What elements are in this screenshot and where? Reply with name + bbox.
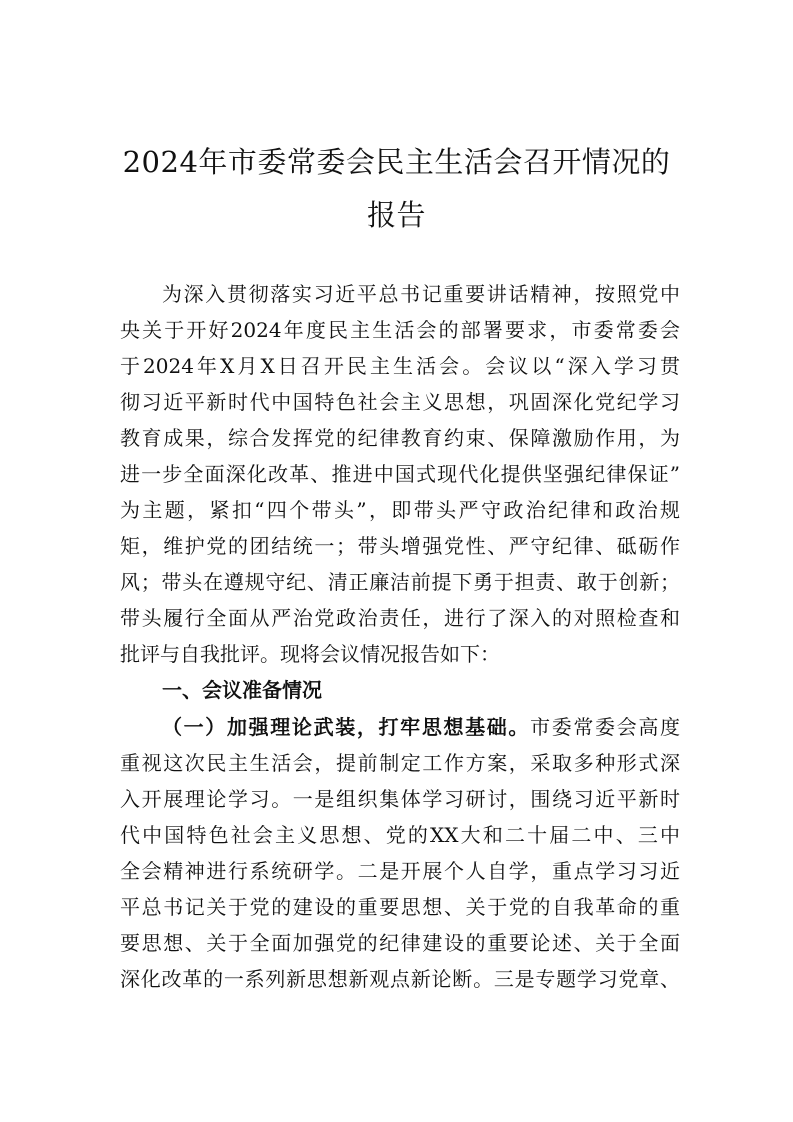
subsection-first-rest: 市委常委会高度 [530,715,681,739]
paragraph-line: 批评与自我批评。现将会议情况报告如下： [120,642,500,666]
paragraph-line: 为深入贯彻落实习近平总书记重要讲话精神，按照党中 [162,282,680,306]
paragraph-line: 入开展理论学习。一是组织集体学习研讨，围绕习近平新时 [120,787,680,811]
paragraph-line: 重视这次民主生活会，提前制定工作方案，采取多种形式深 [120,751,680,775]
paragraph-line: 进一步全面深化改革、推进中国式现代化提供坚强纪律保证” [120,462,680,486]
paragraph-line: 央关于开好2024年度民主生活会的部署要求，市委常委会 [120,318,680,342]
paragraph-line: 深化改革的一系列新思想新观点新论断。三是专题学习党章、 [120,967,680,991]
paragraph-line: 教育成果，综合发挥党的纪律教育约束、保障激励作用，为 [120,426,680,450]
paragraph-line: 矩，维护党的团结统一；带头增强党性、严守纪律、砥砺作 [120,534,680,558]
paragraph-line: 带头履行全面从严治党政治责任，进行了深入的对照检查和 [120,606,680,630]
paragraph-line: 风；带头在遵规守纪、清正廉洁前提下勇于担责、敢于创新； [120,570,680,594]
document-title-line-2: 报告 [366,198,426,232]
paragraph-line: 彻习近平新时代中国特色社会主义思想，巩固深化党纪学习 [120,390,680,414]
section-heading: 一、会议准备情况 [162,678,322,702]
subsection-first-line [162,715,680,739]
paragraph-line: 为主题，紧扣“四个带头”，即带头严守政治纪律和政治规 [120,498,680,522]
paragraph-line: 平总书记关于党的建设的重要思想、关于党的自我革命的重 [120,895,680,919]
subsection-lead: （一）加强理论武装，打牢思想基础。 [162,715,531,739]
paragraph-line: 要思想、关于全面加强党的纪律建设的重要论述、关于全面 [120,931,680,955]
paragraph-line: 代中国特色社会主义思想、党的XX大和二十届二中、三中 [120,823,680,847]
paragraph-line: 全会精神进行系统研学。二是开展个人自学，重点学习习近 [120,859,680,883]
paragraph-line: 于2024年X月X日召开民主生活会。会议以“深入学习贯 [120,354,680,378]
document-title-line-1: 2024年市委常委会民主生活会召开情况的 [122,145,671,179]
